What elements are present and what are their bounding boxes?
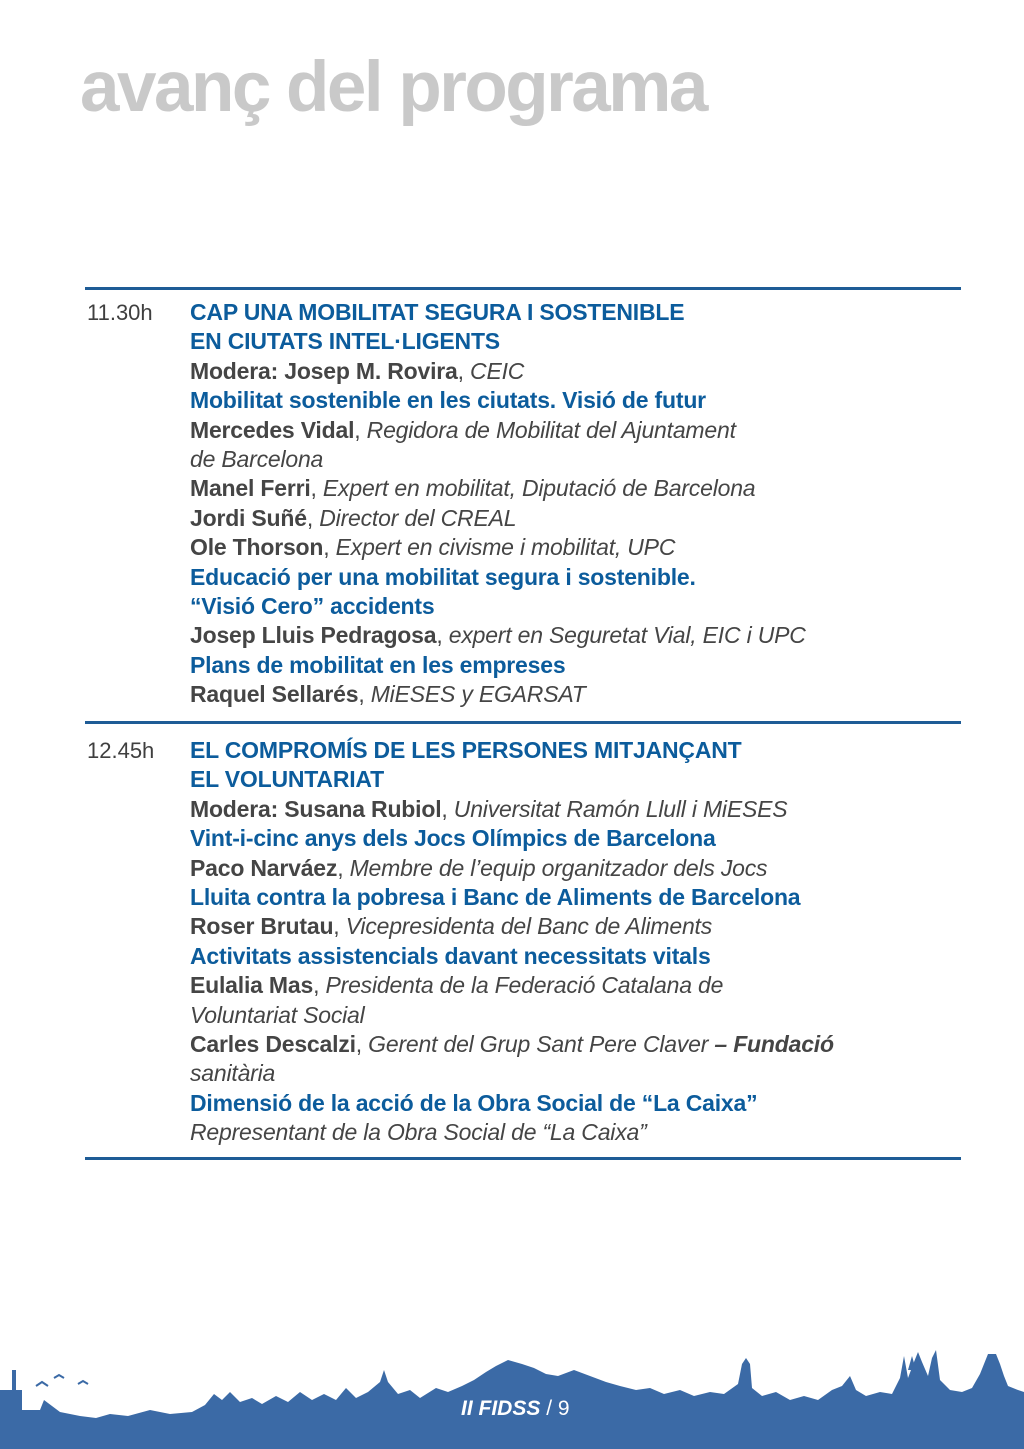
speaker-role: Expert en mobilitat, Diputació de Barcelona <box>322 475 756 502</box>
footer-page-label <box>461 1397 570 1421</box>
speaker-role-continued: de Barcelona <box>190 445 324 472</box>
speaker-name: Josep Lluis Pedragosa <box>190 622 437 649</box>
section-divider <box>85 721 961 724</box>
speaker-role: expert en Seguretat Vial, EIC i UPC <box>448 622 806 649</box>
speaker-line: Jordi Suñé, Director del CREAL <box>190 504 517 531</box>
moderator-role: CEIC <box>470 357 525 384</box>
speaker-role-continued: Voluntariat Social <box>190 1001 365 1028</box>
speaker-line: Ole Thorson, Expert en civisme i mobilitat, UPC <box>190 534 676 561</box>
speaker-line: Mercedes Vidal, Regidora de Mobilitat del Ajuntament <box>190 416 736 443</box>
section-divider <box>85 287 961 290</box>
speaker-role: Expert en civisme i mobilitat, UPC <box>335 534 676 561</box>
moderator-line: Modera: Susana Rubiol, Universitat Ramón Llull i MiESES <box>190 795 788 822</box>
speaker-role: Regidora de Mobilitat del Ajuntament <box>366 416 736 443</box>
talk-title: Plans de mobilitat en les empreses <box>190 651 566 678</box>
talk-title: Vint-i-cinc anys dels Jocs Olímpics de Barcelona <box>190 825 716 852</box>
speaker-name: Mercedes Vidal <box>190 416 355 443</box>
session-time: 11.30h <box>87 300 153 325</box>
page-title: avanç del programa <box>80 48 706 127</box>
talk-title: Activitats assistencials davant necessitats vitals <box>190 942 711 969</box>
talk-title: Dimensió de la acció de la Obra Social de “La Caixa” <box>190 1089 758 1116</box>
footer-brand: II FIDSS <box>461 1397 541 1420</box>
speaker-name: Carles Descalzi <box>190 1030 356 1057</box>
speaker-role: Vicepresidenta del Banc de Aliments <box>345 913 713 940</box>
speaker-role: Representant de la Obra Social de “La Caixa” <box>190 1119 647 1146</box>
speaker-role: MiESES y EGARSAT <box>370 681 586 708</box>
session-heading: EL VOLUNTARIAT <box>190 766 384 793</box>
speaker-role: Presidenta de la Federació Catalana de <box>325 972 724 999</box>
session-heading: EN CIUTATS INTEL·LIGENTS <box>190 328 500 355</box>
session-heading: EL COMPROMÍS DE LES PERSONES MITJANÇANT <box>190 737 742 763</box>
speaker-line: Raquel Sellarés, MiESES y EGARSAT <box>190 681 586 708</box>
speaker-line: Paco Narváez, Membre de l’equip organitzador dels Jocs <box>190 854 768 881</box>
talk-title: Educació per una mobilitat segura i sostenible. <box>190 563 696 590</box>
speaker-line: Manel Ferri, Expert en mobilitat, Diputació de Barcelona <box>190 475 756 502</box>
speaker-name: Roser Brutau <box>190 913 334 940</box>
speaker-name: Jordi Suñé <box>190 504 307 531</box>
speaker-name: Ole Thorson <box>190 534 324 561</box>
footer-separator: / <box>546 1397 553 1420</box>
speaker-role: Membre de l’equip organitzador dels Jocs <box>349 854 768 881</box>
moderator-name: Modera: Josep M. Rovira <box>190 357 458 384</box>
moderator-name: Modera: Susana Rubiol <box>190 795 442 822</box>
speaker-role-continued: sanitària <box>190 1060 276 1087</box>
moderator-line: Modera: Josep M. Rovira, CEIC <box>190 357 525 384</box>
speaker-name: Paco Narváez <box>190 854 338 881</box>
speaker-role-emphasis: – Fundació <box>708 1030 834 1057</box>
section-divider <box>85 1157 961 1160</box>
speaker-name: Eulalia Mas <box>190 972 314 999</box>
speaker-role: Director del CREAL <box>319 504 517 531</box>
session-heading: CAP UNA MOBILITAT SEGURA I SOSTENIBLE <box>190 299 685 325</box>
talk-title: Mobilitat sostenible en les ciutats. Visió de futur <box>190 387 706 414</box>
speaker-line: Carles Descalzi, Gerent del Grup Sant Pere Claver – Fundació <box>190 1030 834 1057</box>
talk-title: “Visió Cero” accidents <box>190 592 435 619</box>
page-number: 9 <box>557 1397 570 1420</box>
talk-title: Lluita contra la pobresa i Banc de Aliments de Barcelona <box>190 883 801 910</box>
speaker-name: Manel Ferri <box>190 475 311 502</box>
barcelona-skyline-illustration <box>0 1330 1024 1449</box>
speaker-name: Raquel Sellarés <box>190 681 359 708</box>
speaker-line: Roser Brutau, Vicepresidenta del Banc de Aliments <box>190 913 713 940</box>
speaker-line: Eulalia Mas, Presidenta de la Federació Catalana de <box>190 972 724 999</box>
speaker-line: Josep Lluis Pedragosa, expert en Seguretat Vial, EIC i UPC <box>190 622 806 649</box>
speaker-role: Gerent del Grup Sant Pere Claver <box>368 1030 709 1057</box>
session-time: 12.45h <box>87 738 155 763</box>
moderator-role: Universitat Ramón Llull i MiESES <box>453 795 788 822</box>
